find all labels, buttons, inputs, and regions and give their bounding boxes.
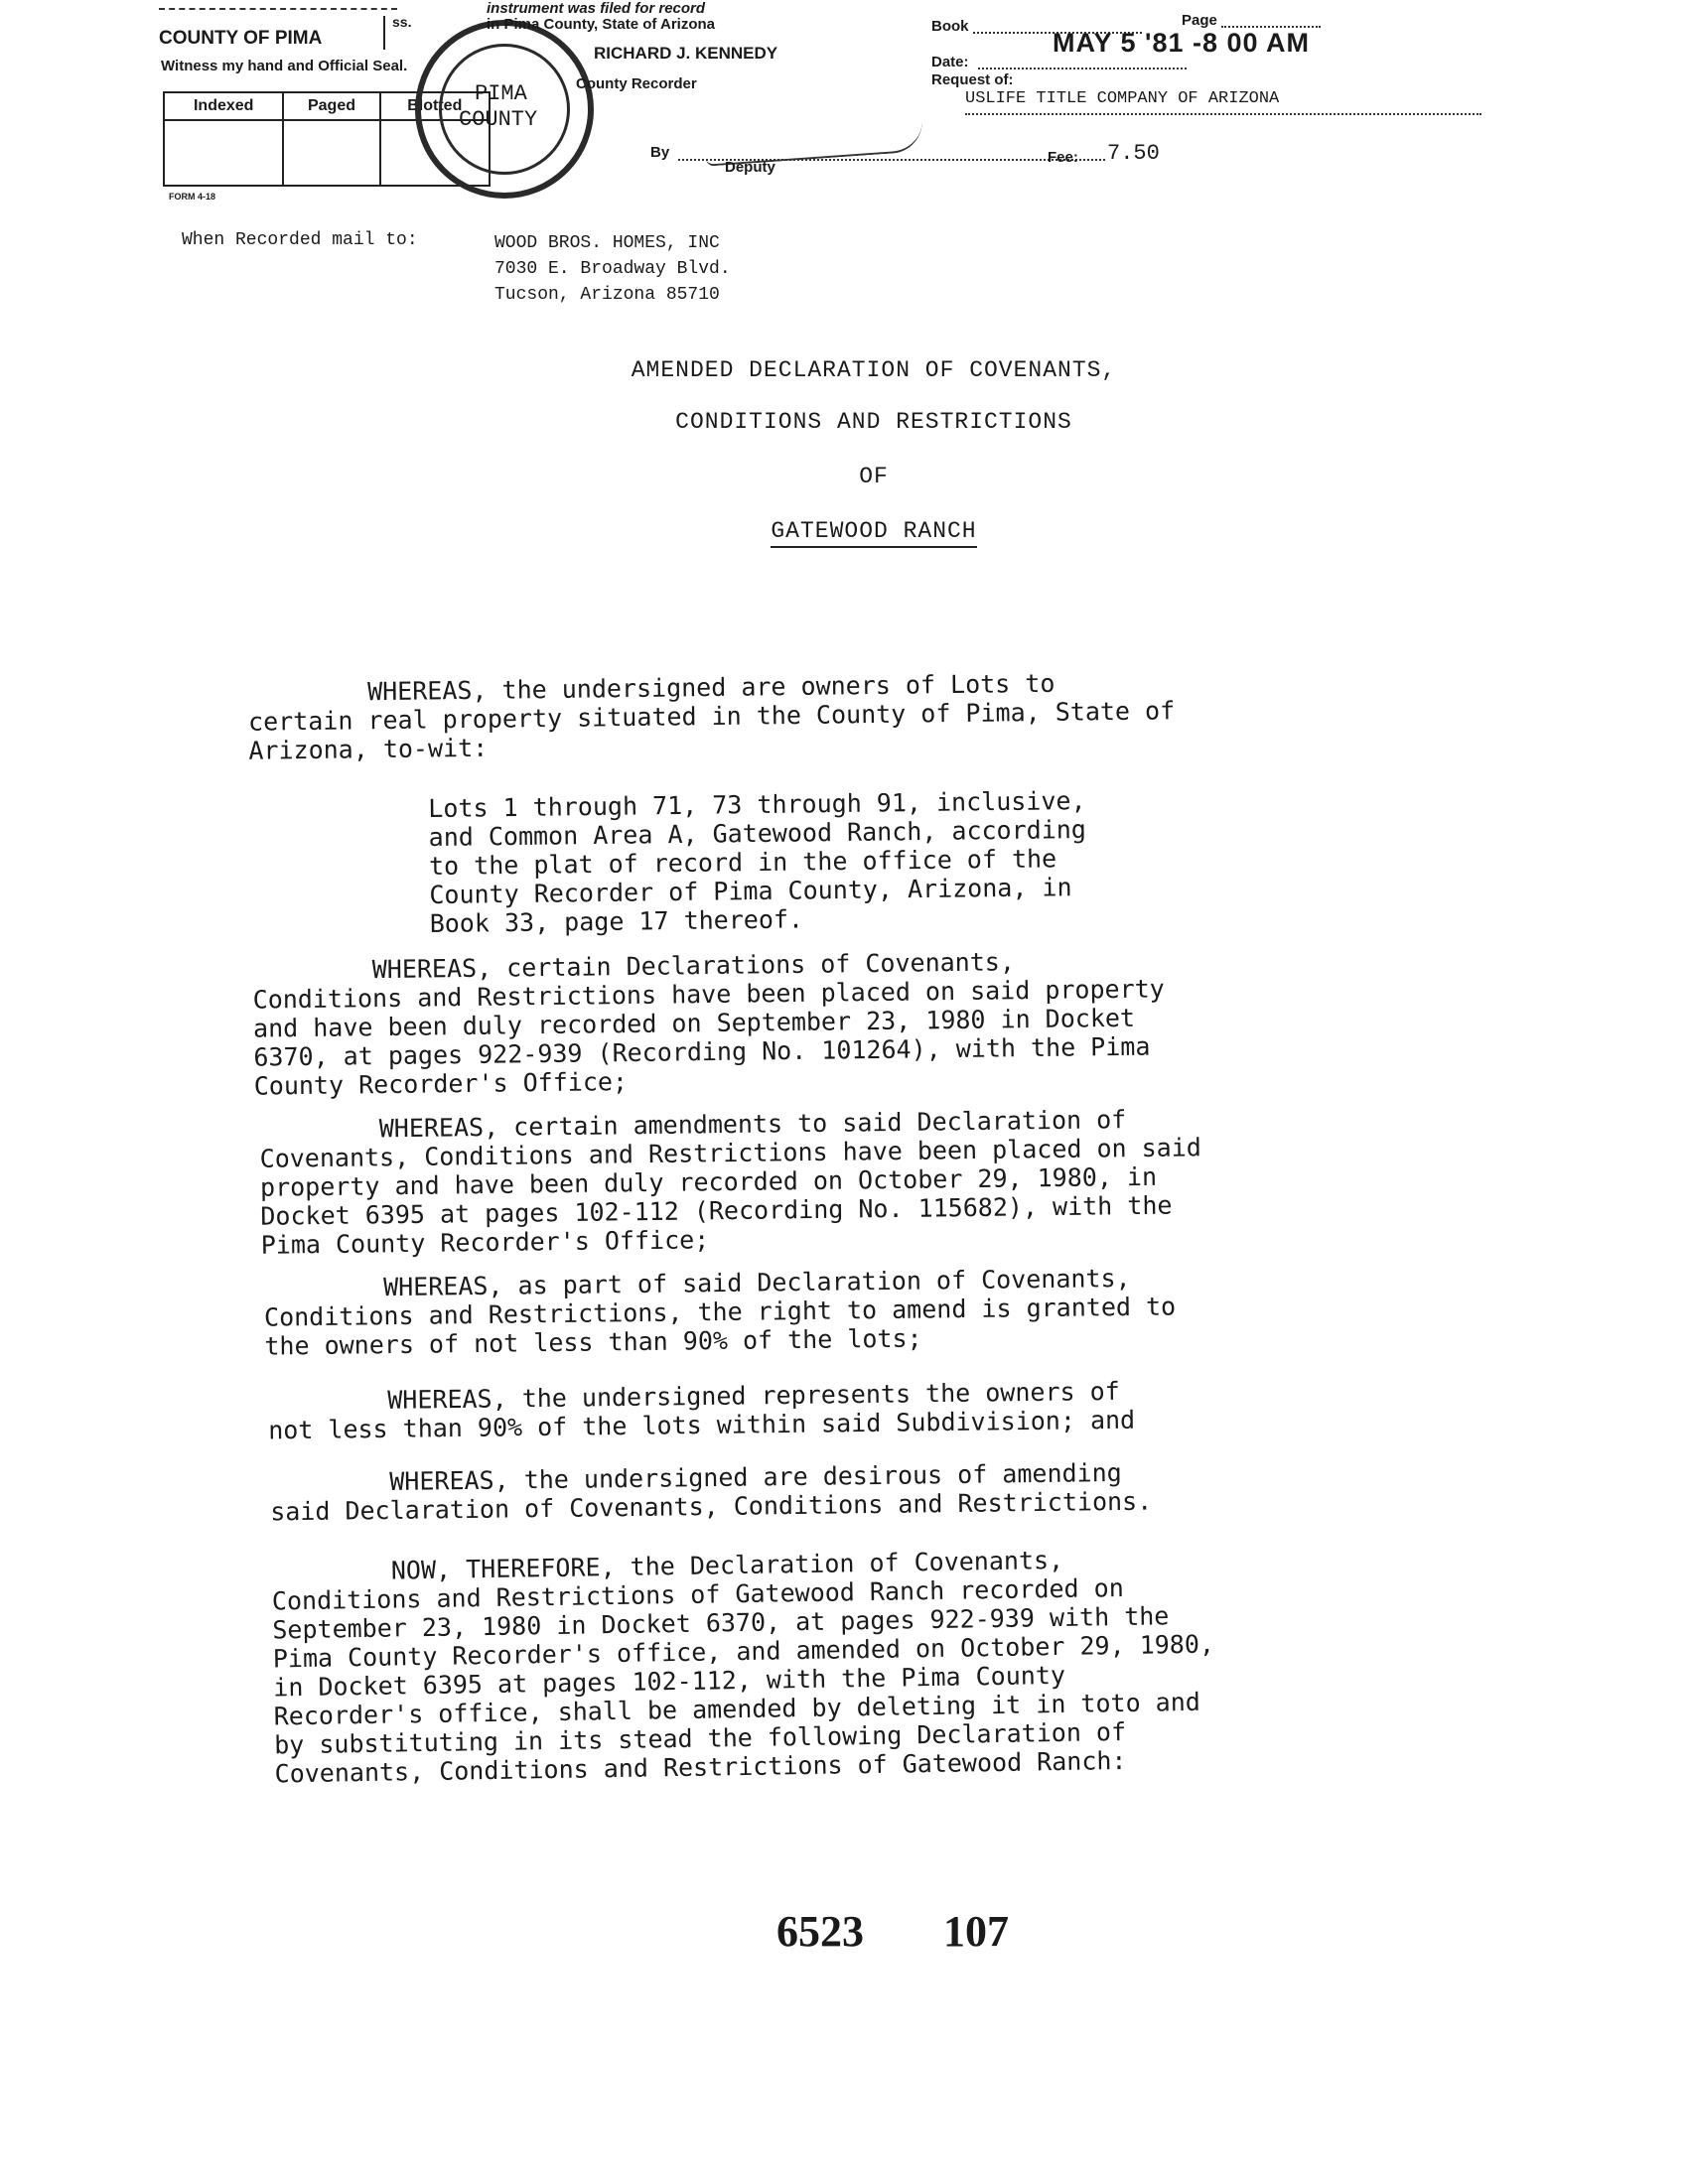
recital-right-to-amend: WHEREAS, as part of said Declaration of Covenants, Conditions and Restrictions, the right to amend is granted to the owners of not less than 90% of the lots;	[263, 1263, 1177, 1361]
indexed-header: Indexed	[164, 92, 283, 120]
form-number: FORM 4-18	[169, 192, 216, 202]
header-top-rule	[159, 8, 397, 10]
paged-header: Paged	[283, 92, 379, 120]
county-state: in Pima County, State of Arizona	[487, 16, 716, 33]
recital-majority-owners: WHEREAS, the undersigned represents the owners of not less than 90% of the lots within said Subdivision; and	[267, 1376, 1136, 1445]
title-line-4	[0, 518, 1688, 544]
request-label: Request of:	[931, 71, 1014, 88]
page-label: Page	[1182, 12, 1217, 29]
docket-number: 6523	[776, 1907, 864, 1956]
mail-to-label: When Recorded mail to:	[182, 230, 418, 250]
recorder-header	[149, 0, 1390, 202]
indexed-cell	[164, 120, 283, 186]
request-value: USLIFE TITLE COMPANY OF ARIZONA	[965, 89, 1280, 108]
title-line-2: CONDITIONS AND RESTRICTIONS	[675, 409, 1072, 435]
mail-to-address	[494, 230, 731, 308]
mail-to-line-2: 7030 E. Broadway Blvd.	[494, 259, 731, 279]
seal-text-county: COUNTY	[459, 107, 538, 132]
county-seal	[415, 20, 594, 199]
county-line: COUNTY OF PIMA	[159, 28, 323, 49]
recital-desire-to-amend: WHEREAS, the undersigned are desirous of amending said Declaration of Covenants, Conditions and Restrictions.	[269, 1457, 1153, 1527]
filed-for-record: instrument was filed for record	[487, 0, 706, 17]
recorder-name: RICHARD J. KENNEDY	[594, 44, 778, 63]
date-label: Date:	[931, 54, 969, 70]
paged-cell	[283, 120, 379, 186]
request-line	[965, 113, 1481, 115]
title-line-1: AMENDED DECLARATION OF COVENANTS,	[631, 357, 1117, 383]
subdivision-name: GATEWOOD RANCH	[771, 518, 976, 548]
fee-label: Fee:	[1048, 149, 1078, 166]
blotted-header: Blotted	[380, 92, 490, 120]
ss-bracket	[383, 16, 385, 50]
recital-ownership: WHEREAS, the undersigned are owners of Lots to certain real property situated in the County of Pima, State of Arizona, to-wit:	[247, 668, 1176, 765]
mail-to-line-1: WOOD BROS. HOMES, INC	[494, 233, 720, 253]
book-label: Book	[931, 18, 969, 35]
ss-mark: ss.	[392, 14, 412, 30]
by-label: By	[650, 144, 670, 161]
fee-value: 7.50	[1107, 141, 1160, 166]
recorder-title: County Recorder	[576, 75, 697, 92]
page-number: 107	[943, 1907, 1009, 1956]
seal-text-pima: PIMA	[475, 81, 527, 106]
date-line	[978, 68, 1187, 69]
operative-clause: NOW, THEREFORE, the Declaration of Covenants, Conditions and Restrictions of Gatewood Ranch recorded on September 23, 1980 in Docket 6370, at pages 922-939 with the Pima County Recorder's office, and amended on October 29, 1980, in Docket 6395 at pages 102-112, with the Pima County Recorder's office, shall be amended by deleting it in toto and by substituting in its stead the following Declaration of Covenants, Conditions and Restrictions of Gatewood Ranch:	[271, 1545, 1215, 1789]
witness-line: Witness my hand and Official Seal.	[161, 58, 408, 74]
legal-description: Lots 1 through 71, 73 through 91, inclusive, and Common Area A, Gatewood Ranch, according to the plat of record in the office of the County Recorder of Pima County, Arizona, in Book 33, page 17 thereof.	[428, 785, 1087, 939]
mail-to-line-3: Tucson, Arizona 85710	[494, 285, 720, 305]
date-stamp: MAY 5 '81 -8 00 AM	[1053, 28, 1311, 58]
recital-prior-amendments: WHEREAS, certain amendments to said Declaration of Covenants, Conditions and Restrictions have been placed on said property and have been duly recorded on October 29, 1980, in Docket 6395 at pages 102-112 (Recording No. 115682), with the Pima County Recorder's Office;	[259, 1105, 1202, 1260]
recital-original-declaration: WHEREAS, certain Declarations of Covenants, Conditions and Restrictions have been placed on said property and have been duly recorded on September 23, 1980 in Docket 6370, at pages 922-939 (Recording No. 101264), with the Pima County Recorder's Office;	[252, 947, 1165, 1101]
title-line-3: OF	[859, 464, 889, 489]
deputy-label: Deputy	[725, 159, 775, 176]
